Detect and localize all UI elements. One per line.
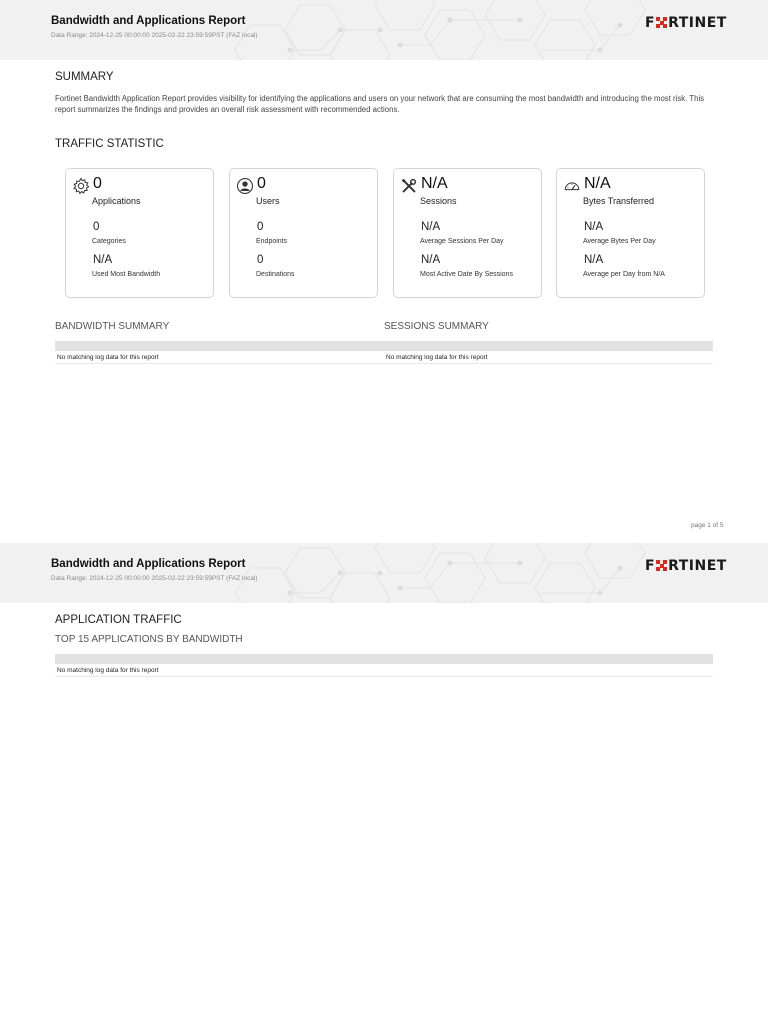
sessions-summary-title: SESSIONS SUMMARY: [384, 321, 489, 332]
table-header-bar: [55, 341, 384, 351]
gear-icon: [72, 177, 90, 195]
stat-card-users: [229, 168, 378, 298]
stat-label: Users: [256, 196, 280, 206]
logo-accent-icon: [656, 560, 667, 571]
summary-text: Fortinet Bandwidth Application Report provides visibility for identifying the applications and users on your network that are consuming the most bandwidth and introducing the most risk. This report summarizes the findings and provides an overall risk assessment with recommended actions.: [55, 94, 705, 114]
no-data-message: No matching log data for this report: [57, 354, 159, 361]
no-data-message: No matching log data for this report: [57, 667, 159, 674]
fortinet-logo: F RTINET: [645, 15, 727, 31]
stat-label: Bytes Transferred: [583, 196, 655, 206]
stat-card-applications: [65, 168, 214, 298]
stat-sub-value: N/A: [421, 254, 441, 266]
stat-value: 0: [93, 175, 102, 192]
page-number: page 1 of 5: [691, 522, 724, 529]
data-range: Data Range: 2024-12-25 00:00:00 2025-02-22 23:59:59PST (FAZ local): [51, 575, 258, 582]
table-header-bar: [55, 654, 713, 664]
report-title: Bandwidth and Applications Report: [51, 558, 246, 570]
table-header-bar: [384, 341, 713, 351]
bandwidth-summary-title: BANDWIDTH SUMMARY: [55, 321, 170, 332]
stat-sub-label: Average Sessions Per Day: [420, 238, 504, 245]
user-icon: [236, 177, 254, 195]
data-range: Data Range: 2024-12-25 00:00:00 2025-02-22 23:59:59PST (FAZ local): [51, 32, 258, 39]
stat-sub-value: N/A: [93, 254, 113, 266]
stat-sub-label: Used Most Bandwidth: [92, 271, 161, 278]
report-header-page-2: [0, 543, 768, 603]
bandwidth-summary-table: [55, 341, 384, 364]
stat-card-bytes: [556, 168, 705, 298]
stat-sub-value: 0: [93, 221, 100, 233]
stat-label: Applications: [92, 196, 141, 206]
stat-sub-label: Endpoints: [256, 238, 288, 245]
report-header-page-1: [0, 0, 768, 60]
report-title: Bandwidth and Applications Report: [51, 15, 246, 27]
speedometer-icon: [563, 177, 581, 195]
traffic-statistic-title: TRAFFIC STATISTIC: [55, 138, 164, 150]
stat-sub-value: N/A: [584, 221, 604, 233]
stat-sub-label: Categories: [92, 238, 126, 245]
tools-icon: [400, 177, 418, 195]
fortinet-logo: F RTINET: [645, 558, 727, 574]
no-data-message: No matching log data for this report: [386, 354, 488, 361]
logo-accent-icon: [656, 17, 667, 28]
stat-sub-value: N/A: [584, 254, 604, 266]
stat-sub-label: Average per Day from N/A: [583, 271, 665, 278]
stat-sub-label: Destinations: [256, 271, 295, 278]
sessions-summary-table: [384, 341, 713, 364]
top-applications-title: TOP 15 APPLICATIONS BY BANDWIDTH: [55, 634, 243, 645]
stat-sub-value: 0: [257, 221, 264, 233]
summary-title: SUMMARY: [55, 71, 114, 83]
stat-card-sessions: [393, 168, 542, 298]
stat-value: N/A: [421, 175, 448, 192]
stat-sub-label: Average Bytes Per Day: [583, 238, 656, 245]
application-traffic-title: APPLICATION TRAFFIC: [55, 614, 182, 626]
stat-label: Sessions: [420, 196, 457, 206]
stat-sub-value: N/A: [421, 221, 441, 233]
stat-sub-label: Most Active Date By Sessions: [420, 271, 513, 278]
top-applications-table: [55, 654, 713, 677]
stat-value: N/A: [584, 175, 611, 192]
stat-sub-value: 0: [257, 254, 264, 266]
stat-value: 0: [257, 175, 266, 192]
